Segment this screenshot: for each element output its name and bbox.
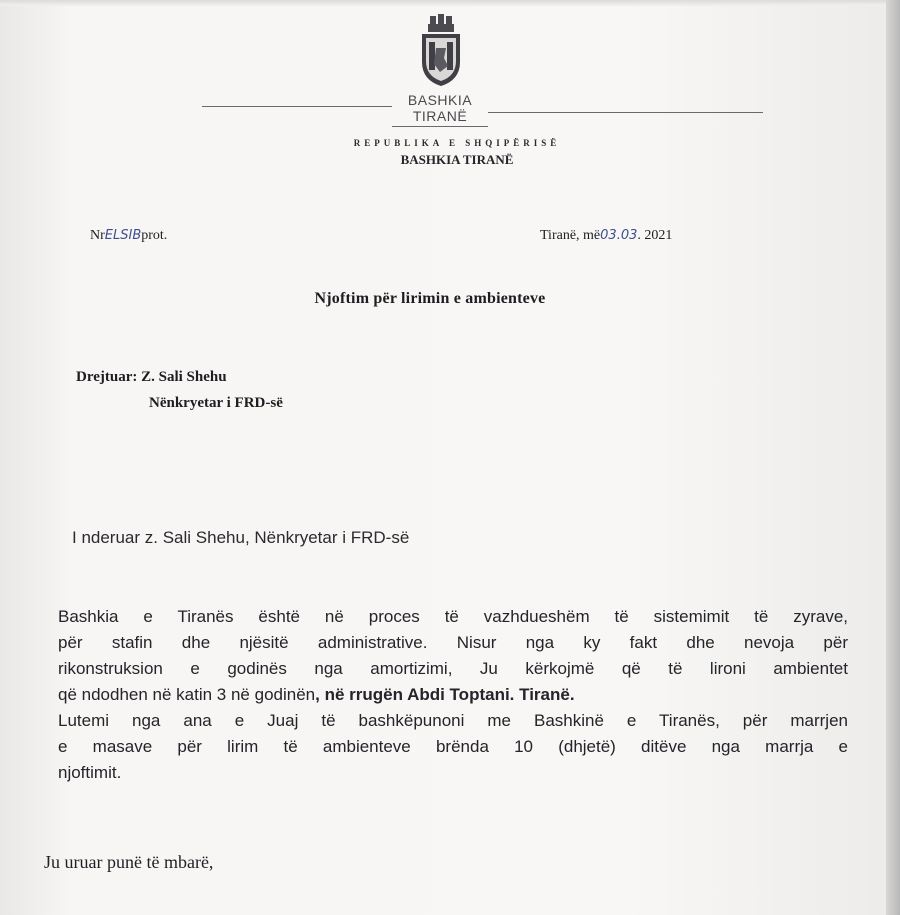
protocol-prefix: Nr — [90, 228, 105, 243]
date-year: 2021 — [640, 228, 673, 243]
date-prefix: Tiranë, më — [540, 228, 601, 243]
letterhead-rule-under — [392, 126, 488, 127]
municipality-heading: BASHKIA TIRANË — [400, 152, 514, 167]
body-line — [58, 682, 848, 708]
protocol-number — [90, 228, 167, 244]
addressee-label: Drejtuar: — [76, 369, 138, 385]
body-line: e masave për lirim të ambienteve brënda 10 (dhjetë) ditëve nga marrja e — [58, 737, 848, 756]
closing: Ju uruar punë të mbarë, — [44, 852, 214, 872]
date-day: 03 — [600, 228, 617, 243]
organization-name-line2: TIRANË — [412, 108, 468, 124]
date-separator-2: . — [637, 228, 641, 243]
page-edge-top — [0, 0, 900, 6]
letter-date — [540, 228, 672, 244]
page-edge-right — [886, 0, 900, 915]
date-month: 03 — [620, 228, 638, 243]
date-separator-1: . — [616, 228, 621, 243]
body-line: Lutemi nga ana e Juaj të bashkëpunoni me Bashkinë e Tiranës, për marrjen — [58, 711, 848, 730]
protocol-handwritten-number: ELSIB — [104, 228, 142, 243]
letterhead-rule-left — [202, 106, 392, 107]
body-line: për stafin dhe njësitë administrative. Nisur nga ky fakt dhe nevoja për — [58, 633, 848, 652]
body-line4-text: që ndodhen në katin 3 në godinën — [58, 685, 316, 704]
body-line: Bashkia e Tiranës është në proces të vazhdueshëm të sistemimit të zyrave, — [58, 607, 848, 626]
organization-name — [392, 92, 488, 124]
organization-name-line1: BASHKIA — [407, 92, 473, 108]
body-line: njoftimit. — [58, 763, 122, 782]
addressee-block — [76, 364, 283, 416]
republic-heading: REPUBLIKA E SHQIPËRISË — [353, 138, 561, 148]
letter-title: Njoftim për lirimin e ambienteve — [314, 290, 546, 307]
salutation: I nderuar z. Sali Shehu, Nënkryetar i FRD-së — [72, 528, 410, 547]
letter-body — [58, 604, 848, 786]
protocol-suffix: prot. — [141, 228, 168, 243]
coat-of-arms-icon — [418, 14, 464, 88]
addressee-position: Nënkryetar i FRD-së — [149, 395, 283, 411]
addressee-name: Z. Sali Shehu — [141, 369, 227, 385]
letterhead-rule-right — [488, 112, 763, 113]
body-line4-address: , në rrugën Abdi Toptani. Tiranë. — [315, 685, 575, 704]
body-line: rikonstruksion e godinës nga amortizimi, Ju kërkojmë që të lironi ambientet — [58, 659, 848, 678]
